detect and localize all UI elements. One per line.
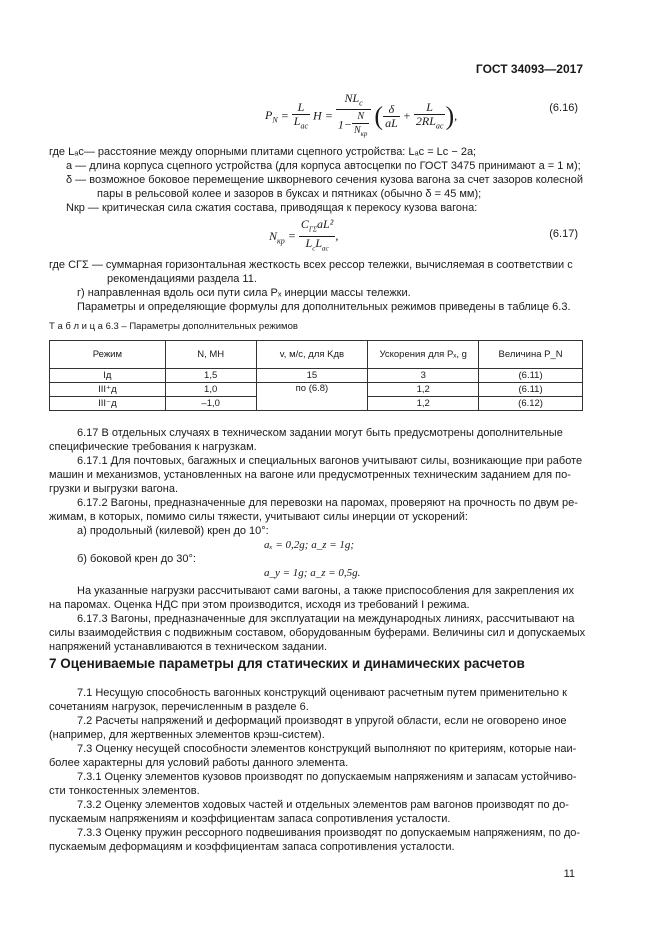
table-row	[50, 383, 583, 397]
paragraph-line: 6.17.1 Для почтовых, багажных и специальных вагонов учитывают силы, возникающие при работе	[77, 455, 583, 467]
table-cell: III⁻д	[50, 397, 166, 411]
table-header-cell: N, МН	[165, 341, 256, 369]
paragraph-line: силы взаимодействия с подвижным составом, оборудованным буферами. Величины сил и допускаемых	[49, 627, 586, 639]
paragraph-line: На указанные нагрузки рассчитывают сами вагоны, а также приспособления для закрепления их	[77, 585, 574, 597]
paragraph-line: 6.17.3 Вагоны, предназначенные для эксплуатации на международных линиях, рассчитывают на	[77, 613, 575, 625]
paragraph-line: пускаемым напряжениям и коэффициентам запаса сопротивления усталости.	[49, 813, 451, 825]
definition-line: где CГΣ — суммарная горизонтальная жесткость всех рессор тележки, вычисляемая в соответствии с	[49, 259, 573, 271]
paragraph-line: 7.3.2 Оценку элементов ходовых частей и отдельных элементов рам вагонов производят по до-	[77, 799, 569, 811]
definition-line: Параметры и определяющие формулы для дополнительных режимов приведены в таблице 6.3.	[77, 301, 571, 313]
definition-line: рекомендациями раздела 11.	[107, 273, 257, 285]
paragraph-line: машин и механизмов, установленных на вагоне или предусмотренных техническим заданием для по-	[49, 469, 571, 481]
eq617-fraction: $\frac{C_{Г\Sigma}aL^2}{L_cL_{ас}}$	[300, 217, 334, 253]
table-cell: 15	[256, 369, 368, 383]
eq616-fraction-1: $\frac{L}{L_{ас}}$	[293, 100, 309, 131]
paragraph-line: напряжений устанавливаются в техническом задании.	[49, 641, 328, 653]
paragraph-line: на паромах. Оценка НДС при этом производится, исходя из требований I режима.	[49, 599, 470, 611]
table-cell: 1,5	[165, 369, 256, 383]
paragraph-line: более характерны для условий работы данного элемента.	[49, 757, 349, 769]
table-caption: Т а б л и ц а 6.3 – Параметры дополнительных режимов	[49, 321, 298, 332]
table-header-cell: Ускорения для Pₓ, g	[368, 341, 479, 369]
table-cell: Iд	[50, 369, 166, 383]
table-cell: 1,2	[368, 397, 479, 411]
section-7-title: 7 Оцениваемые параметры для статических и динамических расчетов	[49, 656, 525, 671]
definition-line: Nкр — критическая сила сжатия состава, приводящая к перекосу кузова вагона:	[66, 202, 478, 214]
definition-line: где Lₐс— расстояние между опорными плитами сцепного устройства: Lₐс = Lс − 2a;	[49, 146, 477, 158]
table-header-cell: Режим	[50, 341, 166, 369]
formula-line: aₓ = 0,2g; a_z = 1g;	[264, 539, 355, 551]
table-row	[50, 369, 583, 383]
paragraph-line: 7.3 Оценку несущей способности элементов конструкций выполняют по критериям, которые наи-	[77, 743, 577, 755]
table-cell: 3	[368, 369, 479, 383]
paragraph-line: 6.17.2 Вагоны, предназначенные для перевозки на паромах, проверяют на прочность по двум ре-	[77, 497, 578, 509]
paragraph-line: 7.3.1 Оценку элементов кузовов производят по допускаемым напряжениям и запасам устойчиво-	[77, 771, 577, 783]
definition-line: пары в рельсовой колее и зазоров в буксах и пятниках (обычно δ = 45 мм);	[97, 188, 482, 200]
document-code: ГОСТ 34093—2017	[475, 62, 583, 76]
table-header-cell: v, м/с, для Kдв	[256, 341, 368, 369]
table-cell: 1,0	[165, 383, 256, 397]
table-cell: (6.11)	[479, 383, 583, 397]
paragraph-line: сти тонкостенных элементов.	[49, 785, 200, 797]
table-header-cell: Величина P_N	[479, 341, 583, 369]
table-cell: III⁺д	[50, 383, 166, 397]
paragraph-line: 6.17 В отдельных случаях в техническом задании могут быть предусмотрены дополнительные	[77, 427, 563, 439]
table-header-row	[50, 341, 583, 369]
formula-line: a_y = 1g; a_z = 0,5g.	[264, 567, 361, 579]
table-cell: (6.12)	[479, 397, 583, 411]
eq616-fraction-2: $NL_c$ 1− $\frac{N}{N_{кр}}$	[336, 92, 372, 141]
table-cell: по (6.8)	[256, 383, 368, 411]
equation-6-16: $P_N$ = $\frac{L}{L_{ас}}$ H = $NL_c$ 1− $\frac{N}{N_{кр}}$ ( $\frac{\delta}{aL}$ + $\frac{L}{2RL_{ас}}$ ),	[265, 92, 457, 141]
table-cell: (6.11)	[479, 369, 583, 383]
definition-line: δ — возможное боковое перемещение шкворневого сечения кузова вагона за счет зазоров колесной	[66, 174, 583, 186]
paragraph-line: а) продольный (килевой) крен до 10°:	[77, 525, 269, 537]
paragraph-line: 7.3.3 Оценку пружин рессорного подвешивания производят по допускаемым напряжениям, по до-	[77, 827, 581, 839]
paragraph-line: грузки и выгрузки вагона.	[49, 483, 179, 495]
equation-number-6-17: (6.17)	[549, 228, 578, 240]
paragraph-line: б) боковой крен до 30°:	[77, 553, 196, 565]
paragraph-line: 7.1 Несущую способность вагонных конструкций оценивают расчетным путем применительно к	[77, 687, 567, 699]
eq616-lhs: $P_N$	[265, 108, 278, 125]
definition-line: г) направленная вдоль оси пути сила Pₓ инерции массы тележки.	[77, 287, 411, 299]
paragraph-line: специфические требования к нагрузкам.	[49, 441, 257, 453]
parameters-table	[49, 340, 583, 411]
equation-6-17: $N_{кр}$ = $\frac{C_{Г\Sigma}aL^2}{L_cL_{ас}}$ ,	[269, 218, 338, 256]
paragraph-line: сочетаниям нагрузок, перечисленным в разделе 6.	[49, 701, 309, 713]
table-cell: 1,2	[368, 383, 479, 397]
page-number: 11	[563, 868, 575, 880]
equation-number-6-16: (6.16)	[549, 102, 578, 114]
paragraph-line: (например, для жертвенных элементов крэш-систем).	[49, 729, 325, 741]
paragraph-line: пускаемым деформациям и коэффициентам запаса сопротивления усталости.	[49, 841, 455, 853]
table-cell: –1,0	[165, 397, 256, 411]
paragraph-line: 7.2 Расчеты напряжений и деформаций производят в упругой области, если не оговорено иное	[77, 715, 567, 727]
definition-line: a — длина корпуса сцепного устройства (для корпуса автосцепки по ГОСТ 3475 принимают a = 1 м);	[66, 160, 581, 172]
paragraph-line: жимам, в которых, помимо силы тяжести, учитывают силы инерции от ускорений:	[49, 511, 468, 523]
